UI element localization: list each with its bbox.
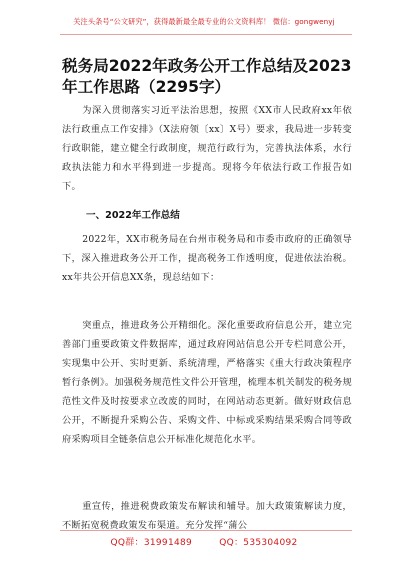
footer-divider [60, 530, 352, 531]
document-title: 税务局2022年政务公开工作总结及2023年工作思路（2295字） [62, 57, 352, 96]
section-heading-1: 一、2022年工作总结 [86, 210, 180, 221]
header-divider [60, 34, 352, 35]
paragraph-1 [62, 230, 352, 287]
paragraph-intro-text: 为深入贯彻落实习近平法治思想，按照《XX市人民政府xx年依法行政重点工作安排》（X法府领〔xx〕X号）要求，我局进一步转变行政职能，建立健全行政制度，规范行政行为，完善执法体系，水行政执法能力和水平得到进一步提高。现将今年依法行政工作报告如下。 [62, 105, 352, 192]
footer-qq: QQ：535304092 [219, 538, 298, 548]
footer-contact [0, 535, 408, 548]
paragraph-3-text: 重宣传，推进税费政策发布解读和辅导。加大政策策解读力度，不断拓宽税费政策发布渠道。充分发挥“蒲公 [62, 501, 352, 531]
paragraph-intro [62, 101, 352, 196]
paragraph-2-text: 突重点，推进政务公开精细化。深化重要政府信息公开，建立完善部门重要政策文件数据库，通过政府网站信息公开专栏同意公开，实现集中公开、实时更新、系统清理，严格落实《重大行政决策程序暂行条例》。加强税务规范性文件公开管理，梳理本机关制发的税务规范性文件及时按要求立改废的同时，在网站动态更新。做好财政信息公开，不断提升采购公告、采购文件、中标或采购结果采购合同等政府采购项目全链条信息公开标准化规范化水平。 [62, 320, 352, 445]
header-banner: 关注头条号“公文研究”，获得最新最全最专业的公文资料库！ 微信：gongwenyj [73, 17, 335, 26]
footer-qq-group: QQ群：31991489 [110, 538, 193, 548]
paragraph-1-text: 2022年，XX市税务局在台州市税务局和市委市政府的正确领导下，深入推进政务公开工作，提高税务工作透明度，促进依法治税。xx年共公开信息XX条，现总结如下： [62, 234, 352, 283]
paragraph-2 [62, 316, 352, 449]
